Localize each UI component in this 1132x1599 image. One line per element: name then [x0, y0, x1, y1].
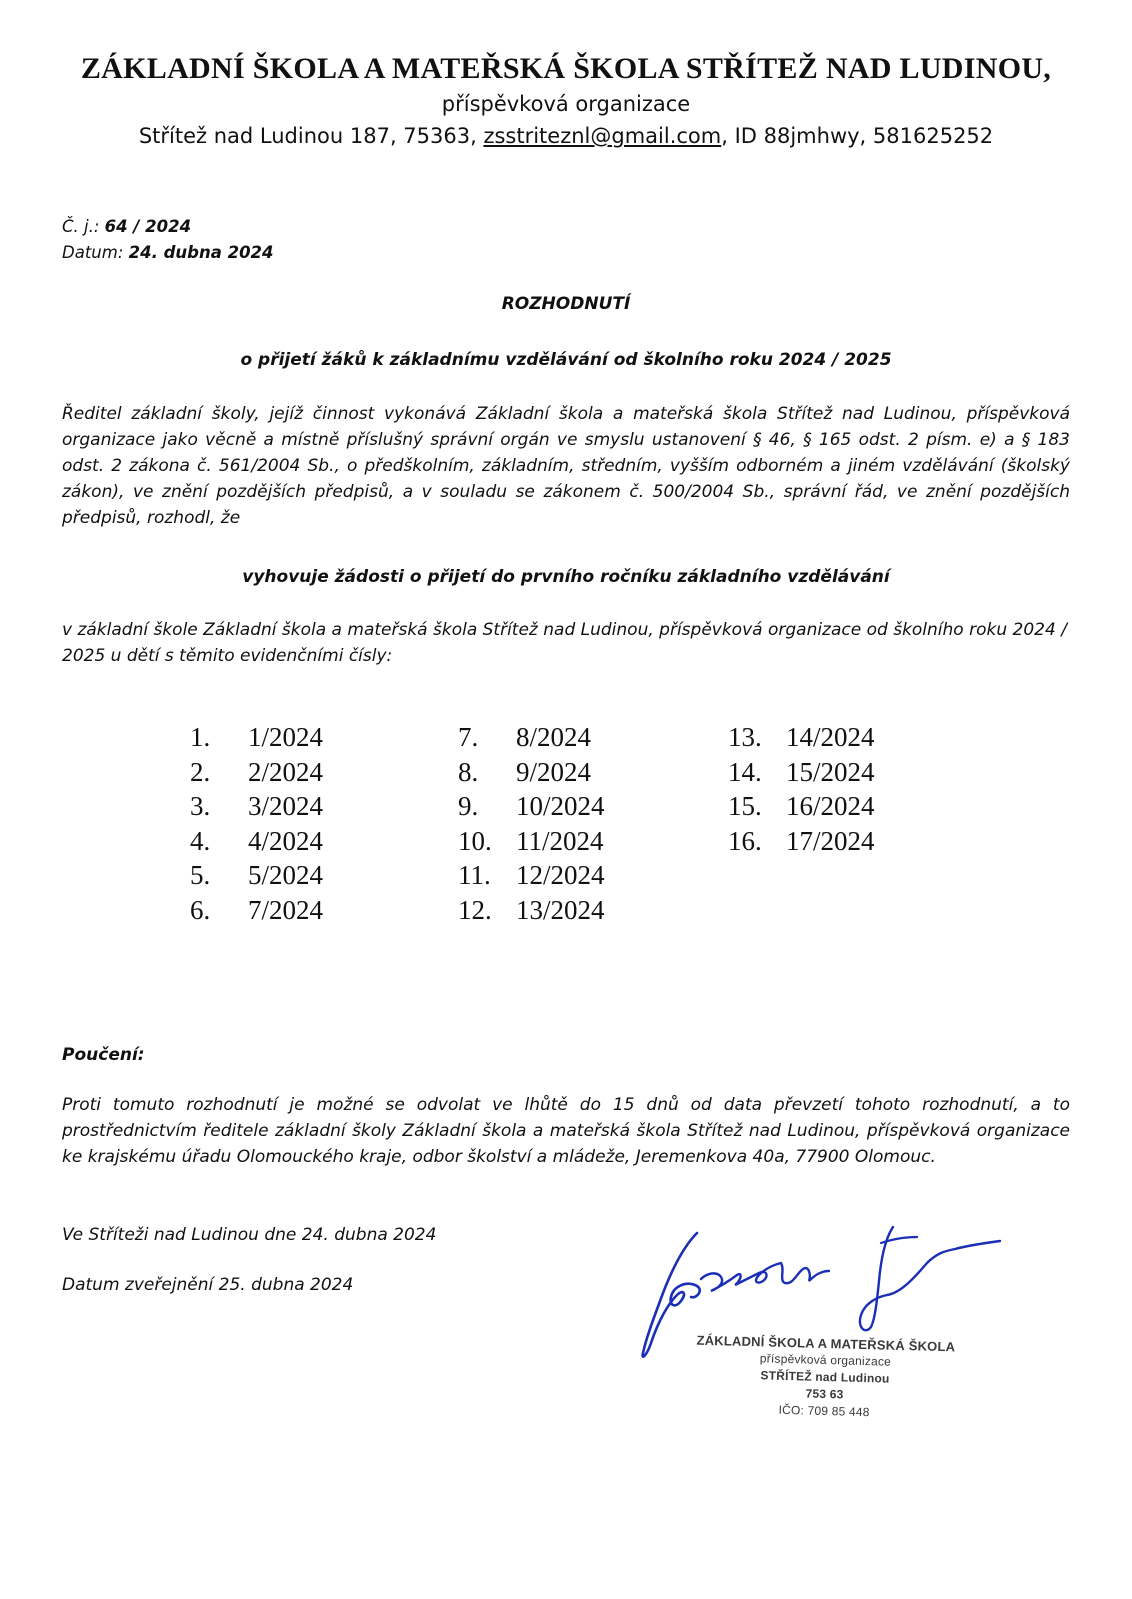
- student-id: 15/2024: [786, 756, 875, 787]
- student-id: 9/2024: [516, 756, 592, 787]
- student-row: [458, 858, 605, 893]
- student-id: 5/2024: [248, 860, 324, 890]
- student-row: [458, 789, 605, 824]
- student-id: 7/2024: [248, 894, 324, 925]
- school-name: ZÁKLADNÍ ŠKOLA A MATEŘSKÁ ŠKOLA STŘÍTEŽ NAD LUDINOU,: [80, 52, 1052, 85]
- decision-scope: v základní škole Základní škola a mateřská škola Střítež nad Ludinou, příspěvková organizace od školního roku 2024 / 2025 u dětí s těmito evidenčními čísly:: [62, 620, 1067, 666]
- student-id: 16/2024: [786, 791, 875, 821]
- student-row: [728, 789, 875, 824]
- student-id: 8/2024: [516, 722, 592, 752]
- student-id: 11/2024: [516, 825, 604, 856]
- student-row: [190, 858, 323, 893]
- publication-date: Datum zveřejnění 25. dubna 2024: [62, 1275, 354, 1295]
- instruction-text: Proti tomuto rozhodnutí je možné se odvolat ve lhůtě do 15 dnů od data převzetí tohoto rozhodnutí, a to prostřednictvím ředitele základní školy Základní škola a mateřská škola Střítež nad Ludinou, příspěvková organizace ke krajskému úřadu Olomouckého kraje, odbor školství a mládeže, Jeremenkova 40a, 77900 Olomouc.: [62, 1095, 1070, 1167]
- decision-intro: Ředitel základní školy, jejíž činnost vykonává Základní škola a mateřská škola Střítež nad Ludinou, příspěvková organizace jako věcně a místně příslušný správní orgán ve smyslu ustanovení § 46, § 165 odst. 2 písm. e) a § 183 odst. 2 zákona č. 561/2004 Sb., o předškolním, základním, středním, vyšším odborném a jiném vzdělávání (školský zákon), ve znění pozdějších předpisů, a v souladu se zákonem č. 500/2004 Sb., správní řád, ve znění pozdějších předpisů, rozhodl, že: [62, 404, 1070, 528]
- student-index: 9.: [458, 791, 479, 821]
- student-row: [458, 824, 605, 859]
- student-id: 10/2024: [516, 791, 605, 821]
- student-row: [190, 824, 323, 859]
- student-index: 12.: [458, 894, 492, 925]
- date-label: Datum:: [62, 243, 129, 262]
- student-index: 1.: [190, 722, 211, 752]
- cj-value: 64 / 2024: [104, 217, 192, 236]
- reference-number: [62, 217, 191, 236]
- stamp-line-2: příspěvková organizace: [759, 1351, 892, 1369]
- school-address: [0, 124, 1132, 148]
- student-row: [728, 824, 875, 859]
- student-id: 17/2024: [786, 825, 875, 856]
- cj-label: Č. j.:: [62, 217, 105, 236]
- stamp-line-4: 753 63: [805, 1386, 844, 1402]
- student-column-3: [728, 720, 875, 858]
- student-index: 10.: [458, 825, 492, 856]
- student-index: 3.: [190, 791, 211, 821]
- decision-title: ROZHODNUTÍ: [501, 294, 631, 314]
- student-row: [728, 755, 875, 790]
- student-row: [190, 755, 323, 790]
- student-index: 15.: [728, 791, 762, 821]
- student-index: 11.: [458, 860, 491, 890]
- student-index: 14.: [728, 756, 762, 787]
- student-row: [190, 789, 323, 824]
- decision-verdict: vyhovuje žádosti o přijetí do prvního ročníku základního vzdělávání: [242, 567, 890, 587]
- student-row: [190, 720, 323, 755]
- student-id: 4/2024: [248, 825, 324, 856]
- student-column-2: [458, 720, 605, 927]
- document-date: [62, 243, 274, 262]
- student-id: 2/2024: [248, 756, 324, 787]
- school-email: zsstriteznl@gmail.com: [483, 124, 722, 148]
- student-index: 4.: [190, 825, 211, 856]
- student-row: [458, 893, 605, 928]
- student-column-1: [190, 720, 323, 927]
- address-prefix: Střítež nad Ludinou 187, 75363,: [138, 124, 484, 148]
- student-id: 1/2024: [248, 722, 324, 752]
- student-id: 3/2024: [248, 791, 324, 821]
- student-id: 14/2024: [786, 722, 875, 752]
- date-value: 24. dubna 2024: [128, 243, 274, 262]
- student-index: 16.: [728, 825, 762, 856]
- student-row: [458, 755, 605, 790]
- instruction-heading: Poučení:: [62, 1045, 145, 1065]
- student-index: 5.: [190, 860, 211, 890]
- student-list: [190, 720, 950, 950]
- stamp-line-1: ZÁKLADNÍ ŠKOLA A MATEŘSKÁ ŠKOLA: [696, 1332, 956, 1355]
- student-index: 8.: [458, 756, 479, 787]
- student-index: 2.: [190, 756, 211, 787]
- student-id: 12/2024: [516, 860, 605, 890]
- decision-subtitle: o přijetí žáků k základnímu vzdělávání od školního roku 2024 / 2025: [240, 350, 892, 370]
- student-row: [728, 720, 875, 755]
- student-index: 13.: [728, 722, 762, 752]
- student-row: [190, 893, 323, 928]
- student-id: 13/2024: [516, 894, 605, 925]
- address-suffix: , ID 88jmhwy, 581625252: [721, 124, 994, 148]
- stamp-line-5: IČO: 709 85 448: [778, 1402, 870, 1420]
- school-subtitle: příspěvková organizace: [441, 92, 691, 116]
- student-row: [458, 720, 605, 755]
- student-index: 7.: [458, 722, 479, 752]
- place-date: Ve Stříteži nad Ludinou dne 24. dubna 2024: [62, 1225, 437, 1245]
- signature-stroke-name: [701, 1263, 829, 1291]
- student-index: 6.: [190, 894, 211, 925]
- stamp-line-3: STŘÍTEŽ nad Ludinou: [760, 1368, 890, 1386]
- school-stamp: [689, 1331, 961, 1423]
